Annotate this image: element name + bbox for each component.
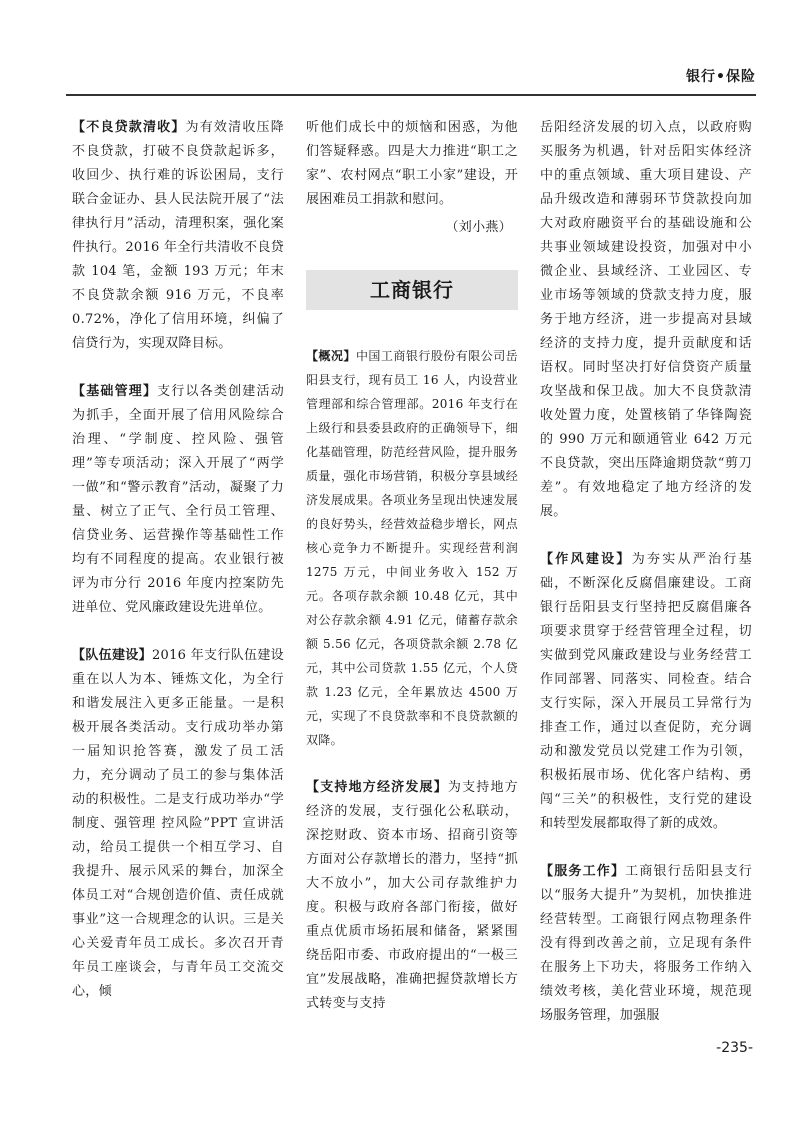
paragraph-heading: 【支持地方经济发展】 (306, 780, 448, 795)
paragraph-text: 工商银行岳阳县支行以“服务大提升”为契机，加快推进经营转型。工商银行网点物理条件没有得到改善之前，立足现有条件在服务上下功夫，将服务工作纳入绩效考核，美化营业环境，规范现场服务管理，加强服 (540, 864, 752, 1023)
article-paragraph (306, 344, 518, 752)
article-paragraph (540, 116, 752, 524)
column-2 (306, 116, 518, 1040)
page-number: -235- (716, 1040, 753, 1056)
author-credit: （刘小燕） (445, 220, 512, 235)
paragraph-text: 支行以各类创建活动为抓手，全面开展了信用风险综合治理、“学制度、控风险、强管理”等专项活动；深入开展了“两学一做”和“警示教育”活动，凝聚了力量、树立了正气、全行员工管理、信贷业务、运营操作等基础性工作均有不同程度的提高。农业银行被评为市分行 2016 年度内控案防先进单位、党风廉政建设先进单位。 (72, 384, 284, 615)
paragraph-text: 听他们成长中的烦恼和困惑，为他们答疑释惑。四是大力推进“职工之家”、农村网点“职工小家”建设，开展困难员工捐款和慰问。 (306, 120, 518, 207)
paragraph-heading: 【概况】 (306, 349, 356, 363)
header-rule (66, 94, 756, 96)
paragraph-heading: 【不良贷款清收】 (72, 120, 186, 135)
article-paragraph (306, 776, 518, 1016)
paragraph-heading: 【基础管理】 (72, 384, 158, 399)
paragraph-text: 为有效清收压降不良贷款，打破不良贷款起诉多，收回少、执行难的诉讼困局，支行联合金证办、县人民法院开展了“法律执行月”活动，清理积案，强化案件执行。2016 年全行共清收不良贷款 104 笔，金额 193 万元；年末不良贷款余额 916 万元，不良率 0.72%，净化了信用环境，纠偏了信贷行为，实现双降目标。 (72, 120, 284, 351)
paragraph-heading: 【服务工作】 (540, 864, 626, 879)
article-paragraph (540, 548, 752, 836)
paragraph-text: 中国工商银行股份有限公司岳阳县支行，现有员工 16 人，内设营业管理部和综合管理部。2016 年支行在上级行和县委县政府的正确领导下，细化基础管理，防范经营风险，提升服务质量，强化市场营销，积极分享县域经济发展成果。各项业务呈现出快速发展的良好势头，经营效益稳步增长，网点核心竞争力不断提升。实现经营利润 1275 万元，中间业务收入 152 万元。各项存款余额 10.48 亿元，其中对公存款余额 4.91 亿元，储蓄存款余额 5.56 亿元，各项贷款余额 2.78 亿元，其中公司贷款 1.55 亿元，个人贷款 1.23 亿元，全年累放达 4500 万元，实现了不良贷款率和不良贷款额的双降。 (306, 349, 519, 747)
paragraph-heading: 【队伍建设】 (72, 648, 152, 663)
section-header (306, 270, 518, 310)
article-paragraph (72, 116, 284, 356)
article-paragraph (306, 116, 518, 212)
page-header (66, 66, 756, 92)
article-paragraph (72, 644, 284, 1004)
paragraph-text: 为夯实从严治行基础，不断深化反腐倡廉建设。工商银行岳阳县支行坚持把反腐倡廉各项要求贯穿于经营管理全过程，切实做到党风廉政建设与业务经营工作同部署、同落实、同检查。结合支行实际，深入开展员工异常行为排查工作，通过以查促防，充分调动和激发党员以党建工作为引领，积极拓展市场、优化客户结构、勇闯“三关”的积极性，支行党的建设和转型发展都取得了新的成效。 (540, 552, 752, 831)
article-paragraph (72, 380, 284, 620)
paragraph-heading: 【作风建设】 (540, 552, 632, 567)
paragraph-text: 2016 年支行队伍建设重在以人为本、锤炼文化，为全行和谐发展注入更多正能量。一是积极开展各类活动。支行成功举办第一届知识抢答赛，激发了员工活力，充分调动了员工的参与集体活动的积极性。二是支行成功举办“学制度、强管理 控风险”PPT 宣讲活动，给员工提供一个相互学习、自我提升、展示风采的舞台，加深全体员工对“合规创造价值、责任成就事业”这一合规理念的认识。三是关心关爱青年员工成长。多次召开青年员工座谈会，与青年员工交流交心，倾 (72, 648, 284, 999)
column-3 (540, 116, 752, 1052)
running-title: 银行•保险 (686, 69, 756, 85)
section-title: 工商银行 (370, 278, 454, 302)
article-paragraph (540, 860, 752, 1028)
paragraph-text: 为支持地方经济的发展，支行强化公私联动，深挖财政、资本市场、招商引资等方面对公存款增长的潜力，坚持“抓大不放小”，加大公司存款维护力度。积极与政府各部门衔接，做好重点优质市场拓展和储备，紧紧围绕岳阳市委、市政府提出的“一极三宜”发展战略，准确把握贷款增长方式转变与支持 (306, 780, 518, 1011)
column-1 (72, 116, 284, 1028)
paragraph-text: 岳阳经济发展的切入点，以政府购买服务为机遇，针对岳阳实体经济中的重点领域、重大项目建设、产品升级改造和薄弱环节贷款投向加大对政府融资平台的基础设施和公共事业领域建设投资，加强对中小微企业、县域经济、工业园区、专业市场等领域的贷款支持力度，服务于地方经济，进一步提高对县域经济的支持力度，提升贡献度和话语权。同时坚决打好信贷资产质量攻坚战和保卫战。加大不良贷款清收处置力度，处置核销了华锋陶瓷的 990 万元和颐通管业 642 万元不良贷款，突出压降逾期贷款“剪刀差”。有效地稳定了地方经济的发展。 (540, 120, 752, 519)
